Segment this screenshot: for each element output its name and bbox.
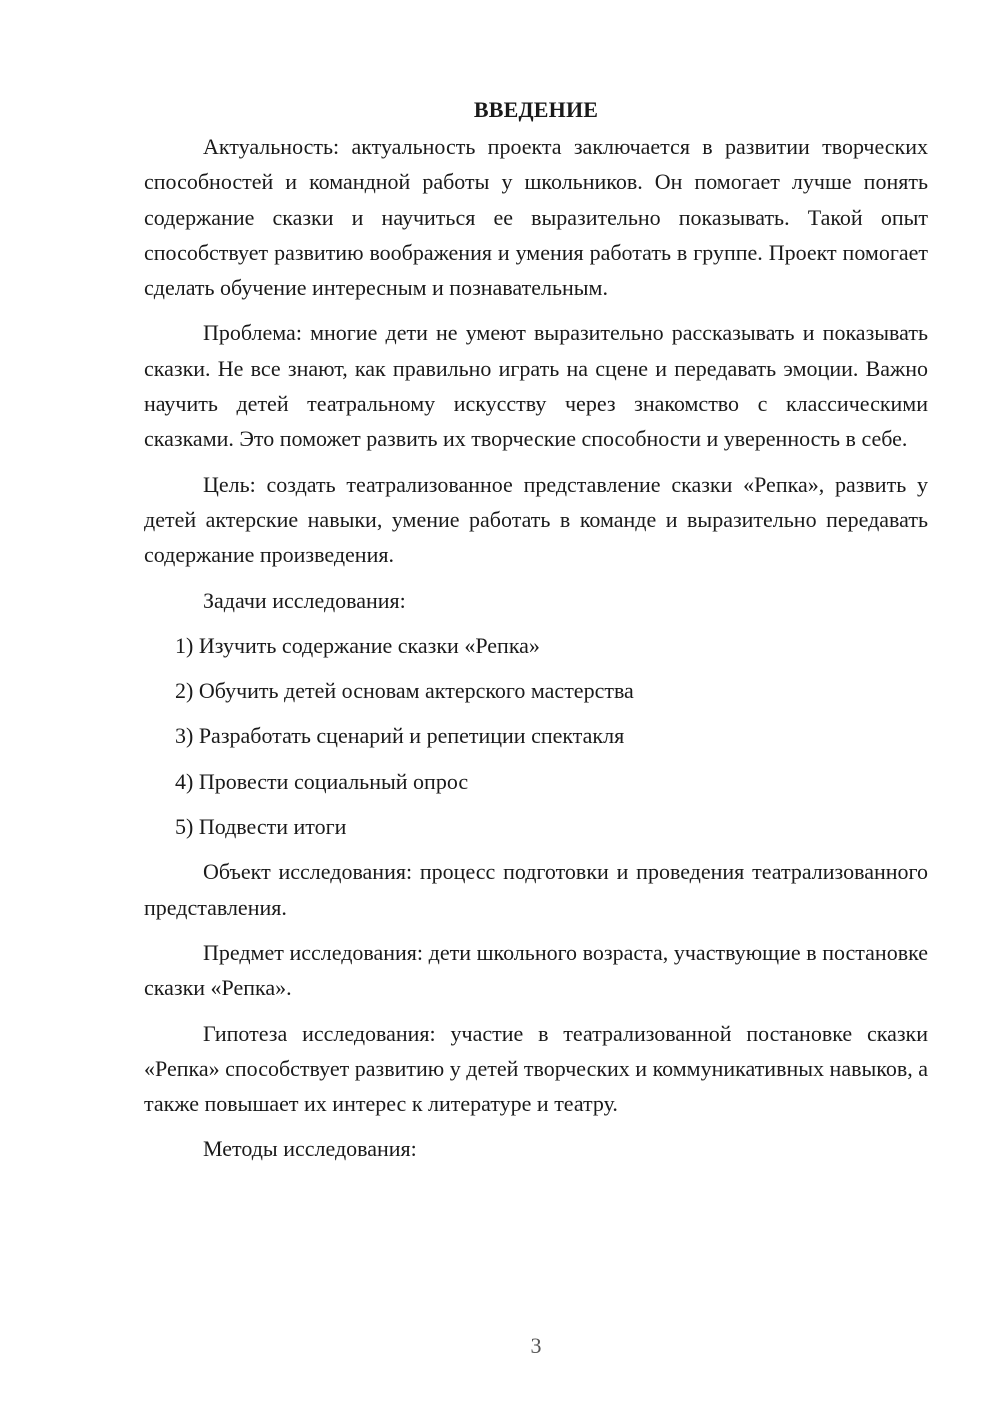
paragraph-subject: Предмет исследования: дети школьного возраста, участвующие в постановке сказки «Репка».	[144, 939, 928, 1001]
list-item: 3) Разработать сценарий и репетиции спектакля	[175, 723, 625, 749]
list-item: 1) Изучить содержание сказки «Репка»	[175, 632, 540, 658]
list-item: 5) Подвести итоги	[175, 814, 347, 840]
tasks-heading: Задачи исследования:	[203, 587, 406, 613]
page-number: 3	[530, 1333, 542, 1358]
paragraph-goal: Цель: создать театрализованное представление сказки «Репка», развить у детей актерские навыки, умение работать в команде и выразительно передавать содержание произведения.	[144, 471, 928, 568]
list-item: 4) Провести социальный опрос	[175, 768, 469, 794]
paragraph-object: Объект исследования: процесс подготовки и проведения театрализованного представления.	[144, 859, 928, 920]
paragraph-hypothesis: Гипотеза исследования: участие в театрализованной постановке сказки «Репка» способствует развитию у детей творческих и коммуникативных навыков, а также повышает их интерес к литературе и театру.	[144, 1020, 928, 1117]
tasks-list	[144, 628, 928, 844]
list-item: 2) Обучить детей основам актерского мастерства	[175, 678, 634, 704]
methods-heading: Методы исследования:	[203, 1136, 417, 1162]
paragraph-problem: Проблема: многие дети не умеют выразительно рассказывать и показывать сказки. Не все знают, как правильно играть на сцене и передавать эмоции. Важно научить детей театральному искусству через знакомство с классическими сказками. Это поможет развить их творческие способности и уверенность в себе.	[144, 320, 928, 452]
document-page	[144, 92, 928, 1177]
section-title: ВВЕДЕНИЕ	[473, 97, 599, 122]
paragraph-relevance: Актуальность: актуальность проекта заключается в развитии творческих способностей и командной работы у школьников. Он помогает лучше понять содержание сказки и научиться ее выразительно показывать. Такой опыт способствует развитию воображения и умения работать в группе. Проект помогает сделать обучение интересным и познавательным.	[144, 134, 928, 301]
